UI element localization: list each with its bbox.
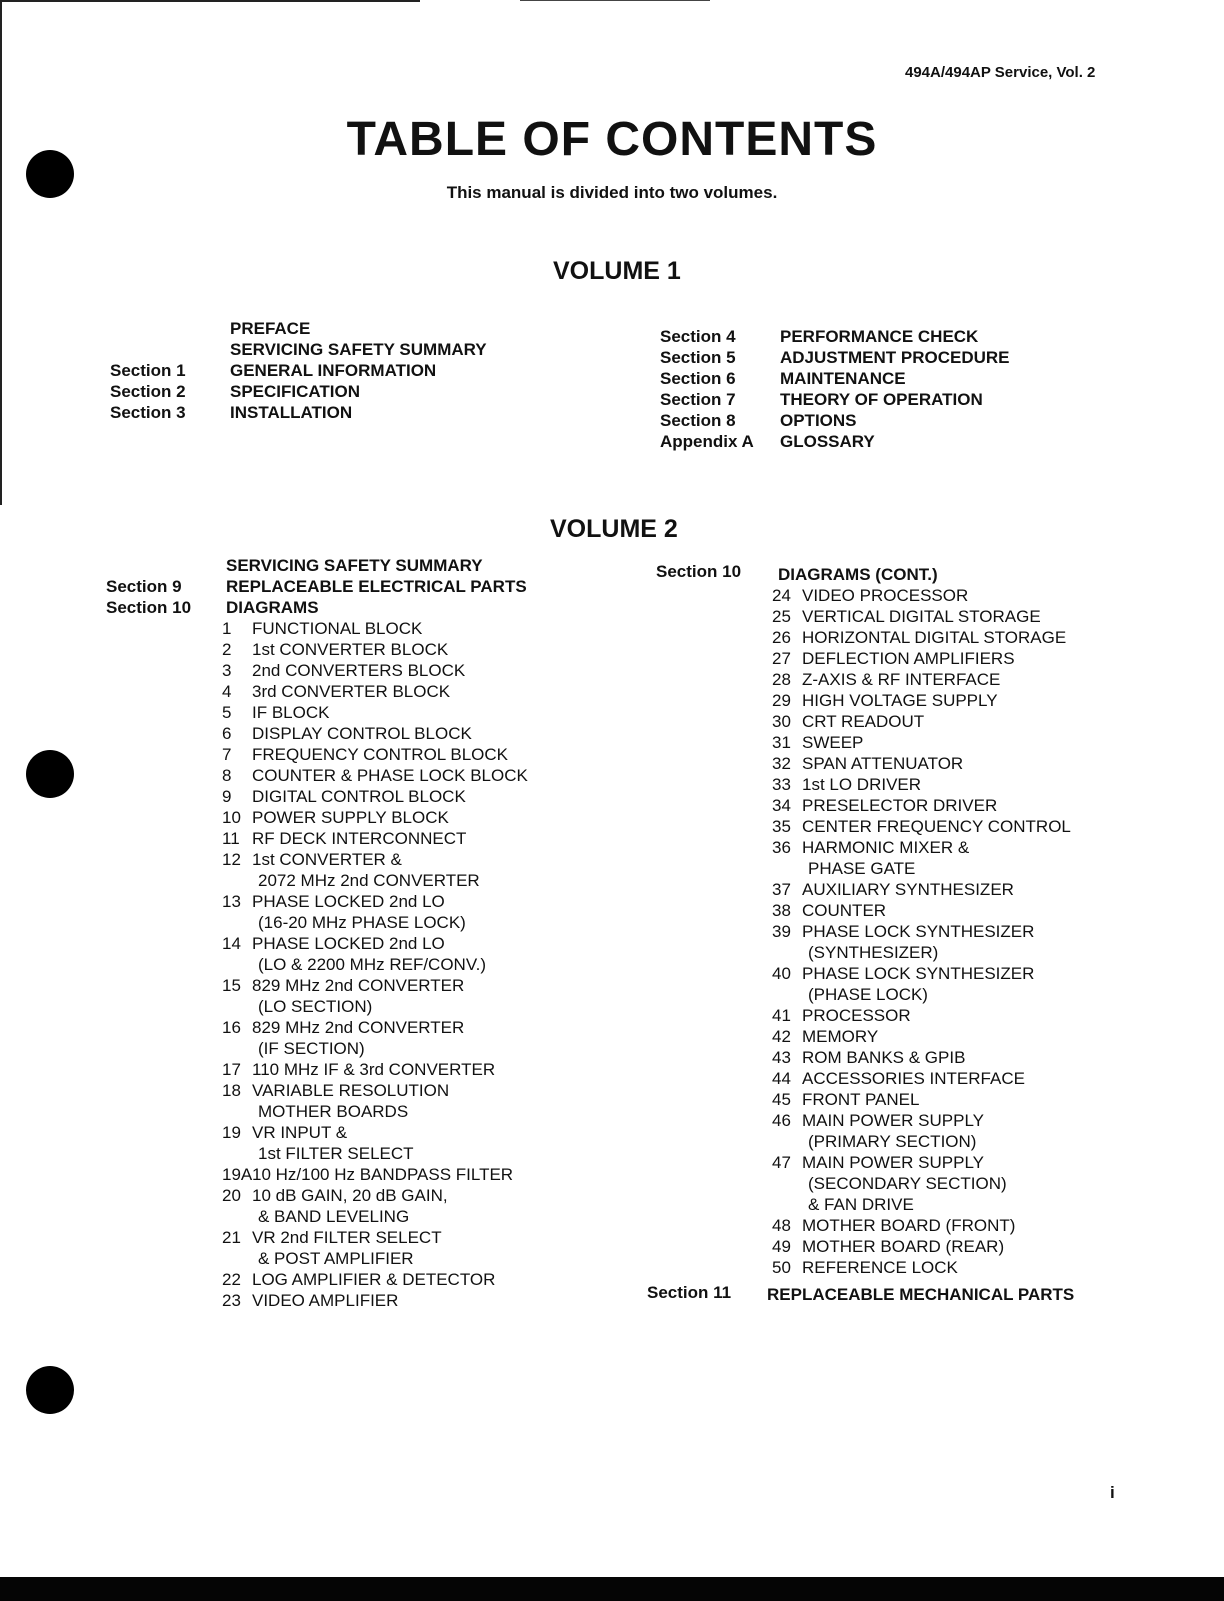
- diagram-number: 15: [222, 976, 241, 995]
- section-title: INSTALLATION: [230, 403, 353, 422]
- volume2-left-diagram-line: [222, 828, 528, 849]
- diagram-number: 8: [222, 766, 232, 785]
- diagram-number-spacer: [222, 870, 258, 891]
- diagram-title: HORIZONTAL DIGITAL STORAGE: [802, 628, 1067, 647]
- section-label: Section 1: [110, 361, 186, 380]
- diagram-number: 39: [772, 922, 791, 941]
- volume2-left-diagram-line: [222, 1164, 528, 1185]
- diagram-title-continued: 1st FILTER SELECT: [258, 1144, 414, 1163]
- section-label: [106, 555, 226, 576]
- section-label: Section 3: [110, 403, 186, 422]
- diagram-number-spacer: [772, 1131, 808, 1152]
- volume2-left-diagram-line: [222, 681, 528, 702]
- volume2-left-diagram-line: [222, 723, 528, 744]
- volume1-left-row: [110, 360, 487, 381]
- volume2-left-diagram-line: [222, 954, 528, 975]
- diagram-title: CENTER FREQUENCY CONTROL: [802, 817, 1071, 836]
- diagram-title: ROM BANKS & GPIB: [802, 1048, 966, 1067]
- page-title: TABLE OF CONTENTS: [346, 113, 878, 166]
- section-label: Section 4: [660, 327, 736, 346]
- section-title: SPECIFICATION: [230, 382, 361, 401]
- diagram-title: 1st LO DRIVER: [802, 775, 922, 794]
- scan-border-top: [0, 0, 420, 2]
- diagram-number: 27: [772, 649, 791, 668]
- volume2-right-diagram-line: [772, 1194, 1071, 1215]
- volume2-final-section: Section 11: [647, 1283, 732, 1302]
- volume2-right-diagram-line: [772, 963, 1071, 984]
- diagram-number: 14: [222, 934, 241, 953]
- diagram-title: COUNTER & PHASE LOCK BLOCK: [252, 766, 528, 785]
- diagram-title: 2nd CONVERTERS BLOCK: [252, 661, 466, 680]
- diagram-title: HARMONIC MIXER &: [802, 838, 970, 857]
- diagram-number: 47: [772, 1153, 791, 1172]
- diagram-number: 49: [772, 1237, 791, 1256]
- volume2-left-row: [106, 576, 527, 597]
- volume2-right-diagrams: [772, 585, 1071, 1278]
- volume2-right-diagram-line: [772, 627, 1071, 648]
- volume2-left-diagram-line: [222, 1248, 528, 1269]
- diagram-title: PHASE LOCK SYNTHESIZER: [802, 922, 1035, 941]
- diagram-title: 829 MHz 2nd CONVERTER: [252, 976, 465, 995]
- diagram-title: POWER SUPPLY BLOCK: [252, 808, 449, 827]
- volume2-left-diagram-line: [222, 1017, 528, 1038]
- volume1-heading: VOLUME 1: [553, 257, 681, 285]
- volume2-right-diagram-line: [772, 1047, 1071, 1068]
- diagram-number-spacer: [772, 1194, 808, 1215]
- diagram-number: 37: [772, 880, 791, 899]
- volume2-left-diagram-line: [222, 870, 528, 891]
- volume2-left-diagram-line: [222, 891, 528, 912]
- diagram-number: 28: [772, 670, 791, 689]
- volume2-right-diagram-line: [772, 753, 1071, 774]
- diagram-number: 11: [222, 829, 240, 848]
- diagram-number: 10: [222, 808, 241, 827]
- diagram-title: MAIN POWER SUPPLY: [802, 1111, 984, 1130]
- section-title: ADJUSTMENT PROCEDURE: [780, 348, 1010, 367]
- volume2-left-header: [106, 555, 527, 618]
- diagram-title: VARIABLE RESOLUTION: [252, 1081, 450, 1100]
- volume1-left-row: [110, 339, 487, 360]
- section-label: Section 8: [660, 411, 736, 430]
- volume2-left-diagram-line: [222, 639, 528, 660]
- section-title: THEORY OF OPERATION: [780, 390, 983, 409]
- diagram-number: 6: [222, 724, 232, 743]
- volume2-right-diagram-line: [772, 1005, 1071, 1026]
- diagram-number: 1: [222, 619, 232, 638]
- diagram-number: 5: [222, 703, 232, 722]
- volume2-right-diagram-line: [772, 858, 1071, 879]
- diagram-number: 17: [222, 1060, 241, 1079]
- diagram-title: 10 Hz/100 Hz BANDPASS FILTER: [252, 1165, 514, 1184]
- diagram-number: 45: [772, 1090, 791, 1109]
- volume2-right-diagram-line: [772, 984, 1071, 1005]
- section-title: SERVICING SAFETY SUMMARY: [230, 340, 487, 359]
- diagram-number-spacer: [222, 1206, 258, 1227]
- section-title: PERFORMANCE CHECK: [780, 327, 979, 346]
- diagram-number: 34: [772, 796, 791, 815]
- diagram-number: 30: [772, 712, 791, 731]
- diagram-number: 50: [772, 1258, 791, 1277]
- section-title: REPLACEABLE ELECTRICAL PARTS: [226, 577, 527, 596]
- diagram-number: 31: [772, 733, 791, 752]
- section-title: SERVICING SAFETY SUMMARY: [226, 556, 483, 575]
- volume1-left-column: [110, 318, 487, 423]
- volume2-left-diagram-line: [222, 933, 528, 954]
- scan-border-top-segment: [520, 0, 710, 1]
- volume2-right-section: Section 10: [656, 562, 742, 581]
- volume2-left-diagram-line: [222, 1269, 528, 1290]
- diagram-number: 40: [772, 964, 791, 983]
- diagram-title: ACCESSORIES INTERFACE: [802, 1069, 1025, 1088]
- diagram-number: 48: [772, 1216, 791, 1235]
- diagram-number: 16: [222, 1018, 241, 1037]
- volume2-right-diagram-line: [772, 1152, 1071, 1173]
- diagram-title: SWEEP: [802, 733, 864, 752]
- diagram-title: 1st CONVERTER &: [252, 850, 402, 869]
- volume2-right-diagram-line: [772, 1110, 1071, 1131]
- diagram-number-spacer: [222, 1101, 258, 1122]
- section-label: Section 2: [110, 382, 186, 401]
- volume2-left-diagram-line: [222, 1122, 528, 1143]
- diagram-number: 3: [222, 661, 232, 680]
- diagram-title-continued: (PHASE LOCK): [808, 985, 928, 1004]
- diagram-title: FUNCTIONAL BLOCK: [252, 619, 423, 638]
- volume2-heading: VOLUME 2: [550, 515, 678, 543]
- diagram-title: MAIN POWER SUPPLY: [802, 1153, 984, 1172]
- diagram-number-spacer: [222, 996, 258, 1017]
- volume2-left-diagram-line: [222, 1227, 528, 1248]
- volume2-left-diagram-line: [222, 1206, 528, 1227]
- volume1-right-row: [660, 368, 1010, 389]
- volume2-left-diagram-line: [222, 912, 528, 933]
- volume2-left-diagram-line: [222, 1185, 528, 1206]
- diagram-number-spacer: [222, 954, 258, 975]
- volume2-left-diagram-line: [222, 1143, 528, 1164]
- volume1-right-row: [660, 410, 1010, 431]
- diagram-number: 35: [772, 817, 791, 836]
- volume2-right-diagram-line: [772, 816, 1071, 837]
- diagram-title-continued: (16-20 MHz PHASE LOCK): [258, 913, 466, 932]
- volume2-right-diagram-line: [772, 585, 1071, 606]
- section-label: Section 5: [660, 348, 736, 367]
- diagram-number-spacer: [222, 1143, 258, 1164]
- diagram-title-continued: PHASE GATE: [808, 859, 916, 878]
- diagram-title-continued: (SECONDARY SECTION): [808, 1174, 1007, 1193]
- section-title: GLOSSARY: [780, 432, 875, 451]
- volume2-final-title: REPLACEABLE MECHANICAL PARTS: [767, 1285, 1075, 1304]
- section-title: MAINTENANCE: [780, 369, 906, 388]
- diagram-number: 4: [222, 682, 232, 701]
- volume1-right-row: [660, 326, 1010, 347]
- diagram-number: 32: [772, 754, 791, 773]
- diagram-title: REFERENCE LOCK: [802, 1258, 958, 1277]
- diagram-number: 18: [222, 1081, 241, 1100]
- scan-border-left: [0, 0, 2, 505]
- diagram-title: Z-AXIS & RF INTERFACE: [802, 670, 1001, 689]
- diagram-title: MEMORY: [802, 1027, 879, 1046]
- volume2-right-diagram-line: [772, 711, 1071, 732]
- volume2-left-row: [106, 597, 527, 618]
- volume2-left-diagram-line: [222, 849, 528, 870]
- volume2-left-diagram-line: [222, 660, 528, 681]
- binder-hole-middle: [26, 750, 74, 798]
- document-header: 494A/494AP Service, Vol. 2: [905, 64, 1096, 81]
- diagram-number: 44: [772, 1069, 791, 1088]
- diagram-title: 3rd CONVERTER BLOCK: [252, 682, 451, 701]
- section-title: OPTIONS: [780, 411, 857, 430]
- diagram-number: 2: [222, 640, 232, 659]
- diagram-number: 42: [772, 1027, 791, 1046]
- volume2-right-diagram-line: [772, 942, 1071, 963]
- diagram-number-spacer: [772, 984, 808, 1005]
- volume2-left-diagram-line: [222, 1059, 528, 1080]
- diagram-title-continued: & BAND LEVELING: [258, 1207, 410, 1226]
- volume2-left-diagram-line: [222, 702, 528, 723]
- volume2-right-diagram-line: [772, 795, 1071, 816]
- diagram-number: 19A: [222, 1165, 253, 1184]
- diagram-number: 41: [772, 1006, 791, 1025]
- diagram-number-spacer: [222, 1038, 258, 1059]
- diagram-number: 33: [772, 775, 791, 794]
- diagram-title-continued: (SYNTHESIZER): [808, 943, 939, 962]
- diagram-number: 19: [222, 1123, 241, 1142]
- diagram-title: PRESELECTOR DRIVER: [802, 796, 998, 815]
- diagram-number: 36: [772, 838, 791, 857]
- diagram-title: PROCESSOR: [802, 1006, 911, 1025]
- diagram-title: VR 2nd FILTER SELECT: [252, 1228, 442, 1247]
- diagram-title: FREQUENCY CONTROL BLOCK: [252, 745, 508, 764]
- diagram-title: IF BLOCK: [252, 703, 330, 722]
- diagram-number: 46: [772, 1111, 791, 1130]
- diagram-title: DEFLECTION AMPLIFIERS: [802, 649, 1015, 668]
- volume2-right-diagram-line: [772, 774, 1071, 795]
- diagram-title: PHASE LOCK SYNTHESIZER: [802, 964, 1035, 983]
- diagram-title: CRT READOUT: [802, 712, 925, 731]
- diagram-title: HIGH VOLTAGE SUPPLY: [802, 691, 998, 710]
- diagram-title-continued: & POST AMPLIFIER: [258, 1249, 414, 1268]
- section-label: [110, 339, 230, 360]
- volume2-left-diagram-line: [222, 1290, 528, 1311]
- volume2-left-diagram-line: [222, 996, 528, 1017]
- volume2-left-diagram-line: [222, 975, 528, 996]
- diagram-number: 13: [222, 892, 241, 911]
- page-subtitle: This manual is divided into two volumes.: [446, 183, 778, 202]
- volume2-left-diagram-line: [222, 618, 528, 639]
- diagram-title: VR INPUT &: [252, 1123, 348, 1142]
- volume2-left-diagram-line: [222, 807, 528, 828]
- volume2-right-diagram-line: [772, 1257, 1071, 1278]
- diagram-number: 26: [772, 628, 791, 647]
- volume1-left-row: [110, 381, 487, 402]
- volume2-right-diagram-line: [772, 1131, 1071, 1152]
- diagram-number: 9: [222, 787, 232, 806]
- section-title: PREFACE: [230, 319, 311, 338]
- diagram-number: 25: [772, 607, 791, 626]
- diagram-number: 7: [222, 745, 232, 764]
- volume2-right-diagram-line: [772, 1026, 1071, 1047]
- volume2-right-diagram-line: [772, 690, 1071, 711]
- diagram-number: 21: [222, 1228, 241, 1247]
- diagram-title: LOG AMPLIFIER & DETECTOR: [252, 1270, 496, 1289]
- diagram-number: 24: [772, 586, 791, 605]
- diagram-title-continued: (LO SECTION): [258, 997, 373, 1016]
- volume2-right-title: DIAGRAMS (CONT.): [778, 565, 938, 584]
- volume2-left-diagram-line: [222, 1080, 528, 1101]
- diagram-title-continued: (PRIMARY SECTION): [808, 1132, 977, 1151]
- diagram-number: 20: [222, 1186, 241, 1205]
- diagram-number: 29: [772, 691, 791, 710]
- diagram-title: 1st CONVERTER BLOCK: [252, 640, 449, 659]
- diagram-title: VIDEO PROCESSOR: [802, 586, 969, 605]
- diagram-title: DIGITAL CONTROL BLOCK: [252, 787, 466, 806]
- diagram-title-continued: 2072 MHz 2nd CONVERTER: [258, 871, 480, 890]
- volume2-right-diagram-line: [772, 1173, 1071, 1194]
- section-label: Section 6: [660, 369, 736, 388]
- volume2-right-diagram-line: [772, 837, 1071, 858]
- diagram-number-spacer: [772, 858, 808, 879]
- page-number: i: [1110, 1483, 1115, 1502]
- binder-hole-bottom: [26, 1366, 74, 1414]
- volume2-left-row: [106, 555, 527, 576]
- volume2-right-diagram-line: [772, 879, 1071, 900]
- diagram-title: 829 MHz 2nd CONVERTER: [252, 1018, 465, 1037]
- diagram-title: RF DECK INTERCONNECT: [252, 829, 467, 848]
- volume2-left-diagram-line: [222, 1038, 528, 1059]
- volume2-right-diagram-line: [772, 648, 1071, 669]
- volume1-left-row: [110, 318, 487, 339]
- section-label: Section 9: [106, 577, 182, 596]
- diagram-number: 43: [772, 1048, 791, 1067]
- diagram-title: DISPLAY CONTROL BLOCK: [252, 724, 472, 743]
- diagram-title-continued: (LO & 2200 MHz REF/CONV.): [258, 955, 486, 974]
- diagram-title: MOTHER BOARD (REAR): [802, 1237, 1005, 1256]
- diagram-title: FRONT PANEL: [802, 1090, 920, 1109]
- volume1-left-row: [110, 402, 487, 423]
- diagram-number: 38: [772, 901, 791, 920]
- volume1-right-row: [660, 431, 1010, 452]
- diagram-title-continued: & FAN DRIVE: [808, 1195, 914, 1214]
- diagram-title-continued: (IF SECTION): [258, 1039, 365, 1058]
- section-label: Appendix A: [660, 432, 754, 451]
- volume2-right-diagram-line: [772, 1236, 1071, 1257]
- diagram-title: COUNTER: [802, 901, 887, 920]
- volume2-right-diagram-line: [772, 1068, 1071, 1089]
- volume2-right-diagram-line: [772, 732, 1071, 753]
- volume1-right-row: [660, 347, 1010, 368]
- volume2-left-diagram-line: [222, 786, 528, 807]
- diagram-title: 10 dB GAIN, 20 dB GAIN,: [252, 1186, 448, 1205]
- volume2-right-diagram-line: [772, 1089, 1071, 1110]
- diagram-number-spacer: [222, 1248, 258, 1269]
- volume1-right-column: [660, 326, 1010, 452]
- section-title: DIAGRAMS: [226, 598, 319, 617]
- diagram-title: VIDEO AMPLIFIER: [252, 1291, 399, 1310]
- diagram-title: SPAN ATTENUATOR: [802, 754, 964, 773]
- volume2-right-diagram-line: [772, 900, 1071, 921]
- volume2-left-diagram-line: [222, 765, 528, 786]
- diagram-number-spacer: [222, 912, 258, 933]
- volume2-right-diagram-line: [772, 921, 1071, 942]
- diagram-number: 22: [222, 1270, 241, 1289]
- volume2-left-diagram-line: [222, 1101, 528, 1122]
- volume2-left-diagrams: [222, 618, 528, 1311]
- scan-bottom-edge: [0, 1577, 1224, 1601]
- diagram-number-spacer: [772, 1173, 808, 1194]
- volume2-right-diagram-line: [772, 1215, 1071, 1236]
- diagram-title: PHASE LOCKED 2nd LO: [252, 892, 445, 911]
- diagram-title-continued: MOTHER BOARDS: [258, 1102, 409, 1121]
- section-label: [110, 318, 230, 339]
- volume2-right-diagram-line: [772, 669, 1071, 690]
- diagram-number: 12: [222, 850, 241, 869]
- volume2-left-diagram-line: [222, 744, 528, 765]
- diagram-title: VERTICAL DIGITAL STORAGE: [802, 607, 1041, 626]
- volume2-right-diagram-line: [772, 606, 1071, 627]
- diagram-number-spacer: [772, 942, 808, 963]
- volume1-right-row: [660, 389, 1010, 410]
- section-title: GENERAL INFORMATION: [230, 361, 437, 380]
- diagram-title: 110 MHz IF & 3rd CONVERTER: [252, 1060, 496, 1079]
- diagram-title: PHASE LOCKED 2nd LO: [252, 934, 445, 953]
- diagram-title: MOTHER BOARD (FRONT): [802, 1216, 1016, 1235]
- diagram-title: AUXILIARY SYNTHESIZER: [802, 880, 1014, 899]
- section-label: Section 7: [660, 390, 736, 409]
- section-label: Section 10: [106, 598, 192, 617]
- diagram-number: 23: [222, 1291, 241, 1310]
